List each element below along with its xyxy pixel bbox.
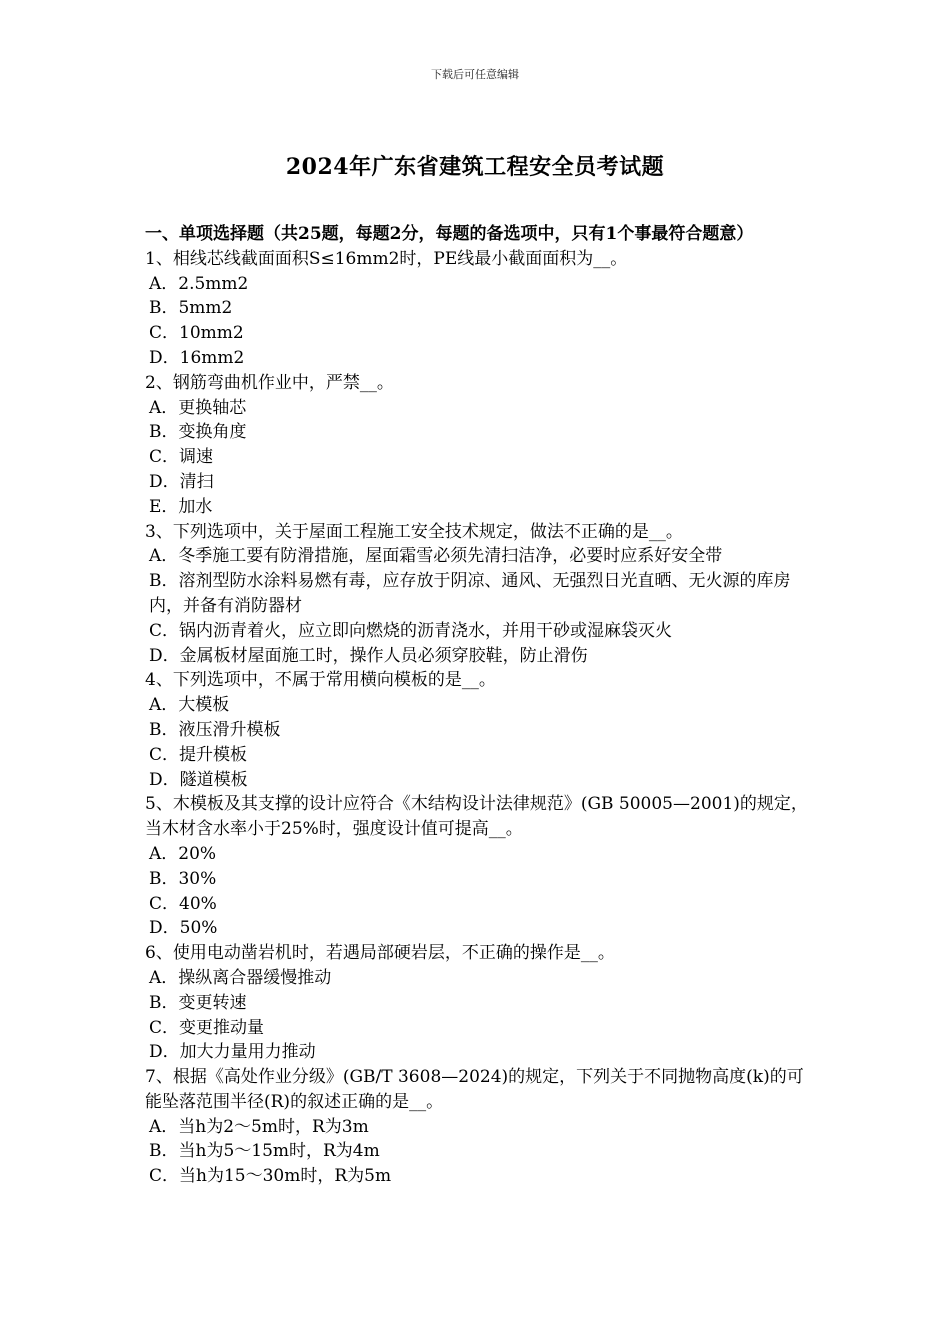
question-stem: 7、根据《高处作业分级》(GB/T 3608—2024)的规定，下列关于不同抛物高度(k)的可能坠落范围半径(R)的叙述正确的是__。 [145, 1067, 804, 1112]
page-title: 2024年广东省建筑工程安全员考试题 [285, 154, 665, 180]
option-a: A．大模板 [149, 695, 230, 716]
question-stem: 1、相线芯线截面面积S≤16mm2时，PE线最小截面面积为__。 [145, 248, 628, 269]
option-d: D．16mm2 [149, 347, 245, 368]
option-b: B．液压滑升模板 [149, 719, 281, 740]
option-b: B．当h为5～15m时，R为4m [149, 1141, 380, 1162]
option-c: C．提升模板 [149, 744, 248, 765]
option-d: D．加大力量用力推动 [149, 1042, 316, 1063]
option-e: E．加水 [149, 496, 213, 517]
header-note: 下载后可任意编辑 [431, 68, 519, 81]
option-c: C．变更推动量 [149, 1017, 265, 1038]
option-d: D．50% [149, 918, 218, 939]
option-d: D．隧道模板 [149, 769, 248, 790]
question-3 [145, 520, 810, 669]
option-a: A．操纵离合器缓慢推动 [149, 967, 332, 988]
section-heading: 一、单项选择题（共25题，每题2分，每题的备选项中，只有1个事最符合题意） [145, 224, 754, 244]
option-b: B．溶剂型防水涂料易燃有毒，应存放于阴凉、通风、无强烈日光直晒、无火源的库房内，并备有消防器材 [149, 571, 791, 616]
option-a: A．冬季施工要有防滑措施，屋面霜雪必须先清扫洁净，必要时应系好安全带 [149, 546, 723, 567]
option-a: A．当h为2～5m时，R为3m [149, 1116, 369, 1137]
exam-content [145, 222, 810, 1189]
question-1 [145, 247, 810, 371]
question-5 [145, 792, 810, 941]
option-b: B．变换角度 [149, 422, 247, 443]
option-c: C．40% [149, 893, 217, 914]
option-c: C．10mm2 [149, 323, 244, 344]
option-a: A．20% [149, 843, 217, 864]
option-c: C．调速 [149, 447, 214, 468]
option-b: B．5mm2 [149, 298, 233, 319]
question-2 [145, 371, 810, 520]
option-c: C．当h为15～30m时，R为5m [149, 1166, 392, 1187]
question-stem: 2、钢筋弯曲机作业中，严禁__。 [145, 372, 394, 393]
question-7 [145, 1065, 810, 1189]
option-b: B．30% [149, 868, 217, 889]
question-stem: 6、使用电动凿岩机时，若遇局部硬岩层，不正确的操作是__。 [145, 943, 615, 964]
question-stem: 4、下列选项中，不属于常用横向模板的是__。 [145, 670, 496, 691]
question-4 [145, 668, 810, 792]
option-c: C．锅内沥青着火，应立即向燃烧的沥青浇水，并用干砂或湿麻袋灭火 [149, 620, 673, 641]
option-b: B．变更转速 [149, 992, 247, 1013]
option-a: A．更换轴芯 [149, 397, 247, 418]
option-d: D．清扫 [149, 471, 214, 492]
option-d: D．金属板材屋面施工时，操作人员必须穿胶鞋，防止滑伤 [149, 645, 588, 666]
question-stem: 3、下列选项中，关于屋面工程施工安全技术规定，做法不正确的是__。 [145, 521, 683, 542]
question-6 [145, 941, 810, 1065]
option-a: A．2.5mm2 [149, 273, 249, 294]
question-stem: 5、木模板及其支撑的设计应符合《木结构设计法律规范》(GB 50005—2001)的规定，当木材含水率小于25%时，强度设计值可提高__。 [145, 794, 808, 840]
